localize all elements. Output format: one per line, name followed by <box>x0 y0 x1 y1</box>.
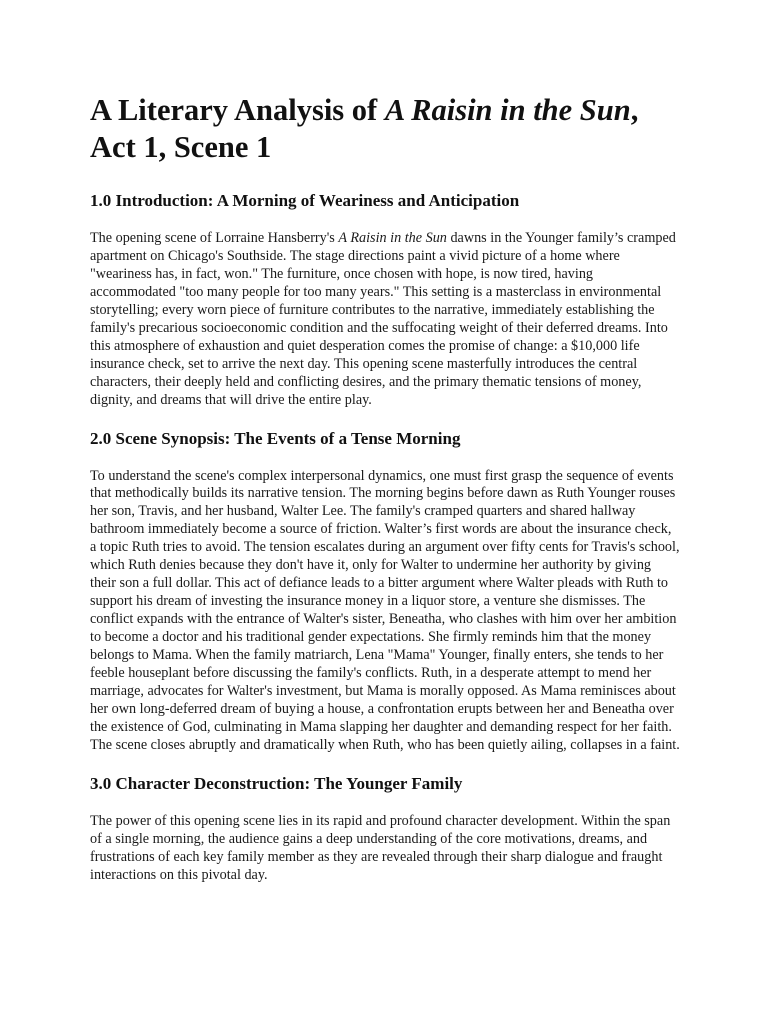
section-1-text-before: The opening scene of Lorraine Hansberry's <box>90 230 339 246</box>
document-page <box>90 92 680 903</box>
section-3-heading: 3.0 Character Deconstruction: The Younger Family <box>90 773 463 793</box>
section-1-heading: 1.0 Introduction: A Morning of Weariness and Anticipation <box>90 191 520 210</box>
section-1-text-italic: A Raisin in the Sun <box>338 230 447 246</box>
section-1-text-after: dawns in the Younger family’s cramped apartment on Chicago's Southside. The stage directions paint a vivid picture of a home where "weariness has, in fact, won." The furniture, once chosen with hope, is now tired, having accommodated "too many people for too many years." This setting is a masterclass in environmental storytelling; every worn piece of furniture contributes to the narrative, immediately establishing the family's precarious socioeconomic condition and the suffocating weight of their deferred dreams. Into this atmosphere of exhaustion and quiet desperation comes the promise of change: a $10,000 life insurance check, set to arrive the next day. This opening scene masterfully introduces the central characters, their deeply held and conflicting desires, and the primary thematic tensions of money, dignity, and dreams that will drive the entire play. <box>90 230 676 408</box>
section-3-paragraph: The power of this opening scene lies in its rapid and profound character development. Within the span of a single morning, the audience gains a deep understanding of the core motivations, dreams, and frustrations of each key family member as they are revealed through their sharp dialogue and fraught interactions on this pivotal day. <box>90 812 671 883</box>
section-2-heading: 2.0 Scene Synopsis: The Events of a Tense Morning <box>90 428 461 448</box>
title-work: A Raisin in the Sun <box>384 93 631 127</box>
section-1-paragraph <box>90 230 680 410</box>
title-line2: Act 1, Scene 1 <box>90 130 272 164</box>
section-2-paragraph: To understand the scene's complex interpersonal dynamics, one must first grasp the sequence of events that methodically builds its narrative tension. The morning begins before dawn as Ruth Younger rouses her son, Travis, and her husband, Walter Lee. The family's cramped quarters and shared hallway bathroom immediately become a source of friction. Walter’s first words are about the insurance check, a topic Ruth tries to avoid. The tension escalates during an argument over fifty cents for Travis's school, which Ruth denies because they don't have it, only for Walter to undermine her authority by giving their son a full dollar. This act of defiance leads to a bitter argument where Walter pleads with Ruth to support his dream of investing the insurance money in a liquor store, a venture she dismisses. The conflict expands with the entrance of Walter's sister, Beneatha, who clashes with him over her ambition to become a doctor and his traditional gender expectations. She firmly reminds him that the money belongs to Mama. When the family matriarch, Lena "Mama" Younger, finally enters, she tends to her feeble houseplant before discussing the family's conflicts. Ruth, in a desperate attempt to mend her marriage, advocates for Walter's investment, but Mama is morally opposed. As Mama reminisces about her own long-deferred dream of buying a house, a confrontation erupts between her and Beneatha over the existence of God, culminating in Mama slapping her daughter and demanding respect for her faith. The scene closes abruptly and dramatically when Ruth, who has been quietly ailing, collapses in a faint. <box>90 467 680 753</box>
title-prefix: A Literary Analysis of <box>90 93 385 127</box>
document-title <box>90 92 680 166</box>
title-suffix: , <box>630 93 639 127</box>
